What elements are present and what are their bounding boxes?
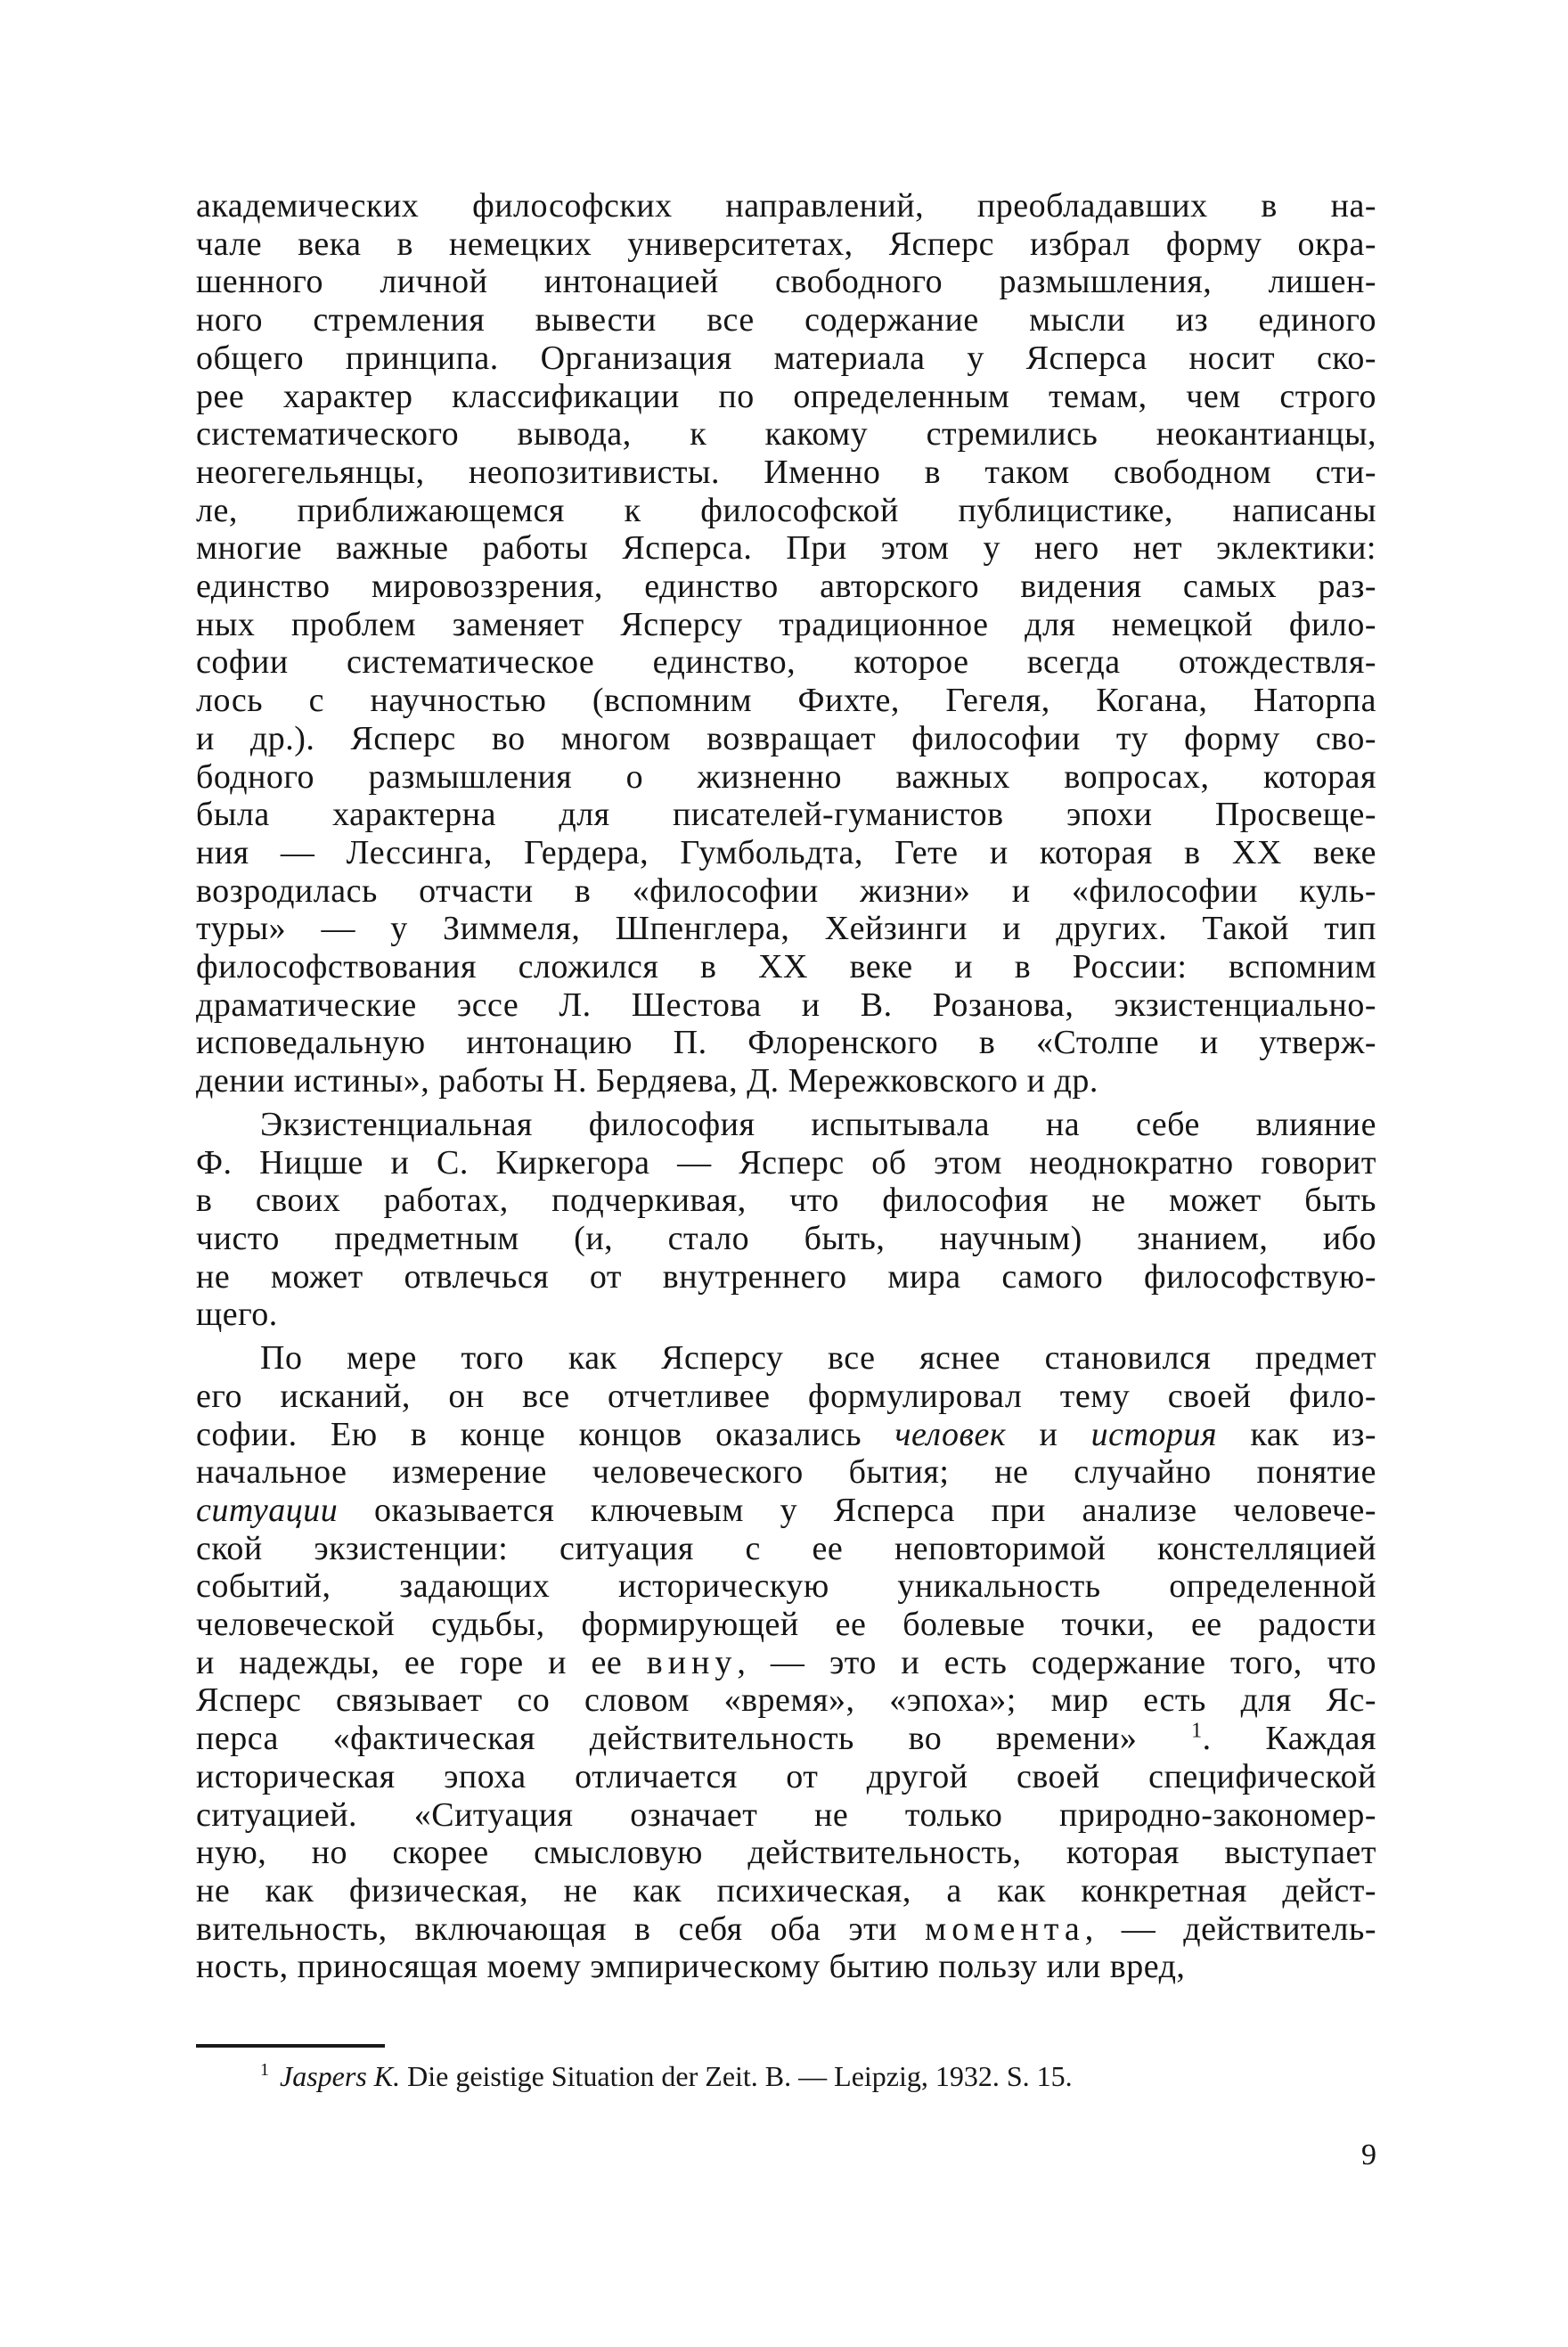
text-line [196, 682, 1376, 720]
text-run: в своих работах, подчеркивая, что философия не может быть [196, 1182, 1376, 1220]
footnote-author: Jaspers K. [280, 2060, 401, 2092]
text-run: не как физическая, не как психическая, а как конкретная дейст- [196, 1871, 1376, 1909]
text-run: дении истины», работы Н. Бердяева, Д. Мережковского и др. [196, 1062, 1098, 1100]
text-run: была характерна для писателей-гуманистов эпохи Просвеще- [196, 796, 1376, 834]
text-line [196, 1720, 1376, 1758]
text-line [196, 1681, 1376, 1720]
text-line [196, 1910, 1376, 1949]
text-run: систематического вывода, к какому стремились неокантианцы, [196, 415, 1376, 454]
text-run: не может отвлечься от внутреннего мира самого философствую- [196, 1257, 1376, 1296]
text-line [196, 301, 1376, 339]
text-line [196, 1758, 1376, 1796]
text-run: По мере того как Ясперсу все яснее становился предмет [260, 1339, 1376, 1378]
text-run: софии. Ею в конце концов оказались [196, 1415, 895, 1453]
text-line [196, 415, 1376, 454]
text-line [196, 720, 1376, 758]
book-page [196, 187, 1376, 2308]
text-line [196, 1258, 1376, 1296]
text-run: ных проблем заменяет Ясперсу традиционное для немецкой фило- [196, 605, 1376, 643]
paragraph [196, 1106, 1376, 1334]
text-line [196, 1644, 1376, 1682]
text-line [196, 339, 1376, 378]
text-line [196, 1948, 1376, 1986]
text-line [196, 454, 1376, 492]
text-run: ного стремления вывести все содержание мысли из единого [196, 301, 1376, 339]
text-run: как из- [1217, 1415, 1376, 1453]
text-line [196, 1182, 1376, 1220]
text-run: ле, приближающемся к философской публицистике, написаны [196, 491, 1376, 529]
text-line [196, 872, 1376, 911]
text-run: , — действитель- [1084, 1909, 1376, 1948]
text-run: . Каждая [1202, 1720, 1376, 1758]
text-line [196, 1144, 1376, 1182]
text-line [196, 492, 1376, 530]
text-run: бодного размышления о жизненно важных вопросах, которая [196, 757, 1376, 796]
text-run: Экзистенциальная философия испытывала на себе влияние [260, 1105, 1376, 1143]
footnote-number: 1 [260, 2060, 269, 2081]
text-run: философствования сложился в XX веке и в России: вспомним [196, 948, 1376, 986]
text-run: ность, приносящая моему эмпирическому бытию пользу или вред, [196, 1948, 1186, 1986]
text-line [196, 263, 1376, 301]
text-line [196, 568, 1376, 606]
text-run: лось с научностью (вспомним Фихте, Гегеля, Когана, Наторпа [196, 682, 1376, 720]
text-run: начальное измерение человеческого бытия; не случайно понятие [196, 1453, 1376, 1492]
text-run: софии систематическое единство, которое всегда отождествля- [196, 643, 1376, 682]
text-line [196, 1567, 1376, 1606]
text-line [196, 187, 1376, 225]
text-run: вительность, включающая в себя оба эти [196, 1909, 926, 1948]
text-line [196, 1378, 1376, 1416]
text-run: ской экзистенции: ситуация с ее неповторимой констелляцией [196, 1529, 1376, 1567]
text-run: многие важные работы Ясперса. При этом у него нет эклектики: [196, 529, 1376, 568]
text-line [196, 1834, 1376, 1872]
text-run: человеческой судьбы, формирующей ее болевые точки, ее радости [196, 1606, 1376, 1644]
text-run: туры» — у Зиммеля, Шпенглера, Хейзинги и других. Такой тип [196, 910, 1376, 948]
text-line [196, 1220, 1376, 1258]
text-line [196, 606, 1376, 644]
text-run: единство мировоззрения, единство авторского видения самых раз- [196, 568, 1376, 606]
text-run: его исканий, он все отчетливее формулировал тему своей фило- [196, 1377, 1376, 1415]
text-line [196, 1296, 1376, 1334]
text-line [196, 529, 1376, 568]
text-line [196, 1530, 1376, 1568]
text-run: перса «фактическая действительность во времени» [196, 1720, 1192, 1758]
text-line [196, 796, 1376, 834]
text-run: оказывается ключевым у Ясперса при анализе человече- [338, 1491, 1376, 1529]
text-line [196, 1339, 1376, 1378]
text-run: чале века в немецких университетах, Ясперс избрал форму окра- [196, 225, 1376, 263]
text-line [196, 1796, 1376, 1835]
paragraph [196, 187, 1376, 1100]
footnote-separator [196, 2044, 385, 2048]
footnote-text: Die geistige Situation der Zeit. B. — Leipzig, 1932. S. 15. [400, 2060, 1073, 2092]
text-line [196, 758, 1376, 797]
text-line [196, 1492, 1376, 1530]
text-line [196, 1106, 1376, 1144]
text-run: историческая эпоха отличается от другой своей специфической [196, 1757, 1376, 1795]
text-run: , — это и есть содержание того, что [737, 1643, 1376, 1681]
text-line [196, 643, 1376, 682]
text-run: академических философских направлений, преобладавших в на- [196, 187, 1376, 225]
text-run: и [1006, 1415, 1091, 1453]
text-run: Ф. Ницше и С. Киркегора — Ясперс об этом неоднократно говорит [196, 1143, 1376, 1182]
text-run: чисто предметным (и, стало быть, научным) знанием, ибо [196, 1219, 1376, 1257]
text-line [196, 1024, 1376, 1062]
text-line [196, 834, 1376, 872]
text-run: ния — Лессинга, Гердера, Гумбольдта, Гете и которая в XX веке [196, 833, 1376, 871]
text-line [196, 1606, 1376, 1644]
text-run: и др.). Ясперс во многом возвращает философии ту форму сво- [196, 719, 1376, 757]
text-run: общего принципа. Организация материала у Ясперса носит ско- [196, 339, 1376, 377]
text-line [196, 986, 1376, 1025]
text-run: щего. [196, 1296, 278, 1334]
text-line [196, 948, 1376, 986]
text-run: ную, но скорее смысловую действительность, которая выступает [196, 1834, 1376, 1872]
text-run: рее характер классификации по определенным темам, чем строго [196, 377, 1376, 415]
text-run: Ясперс связывает со словом «время», «эпоха»; мир есть для Яс- [196, 1681, 1376, 1720]
paragraph [196, 1339, 1376, 1986]
italic-term: человек [894, 1415, 1007, 1453]
text-run: возродилась отчасти в «философии жизни» и «философии куль- [196, 871, 1376, 910]
text-line [196, 910, 1376, 948]
text-run: и надежды, ее горе и ее [196, 1643, 647, 1681]
text-run: ситуацией. «Ситуация означает не только природно-закономер- [196, 1795, 1376, 1834]
footnote-reference: 1 [1191, 1719, 1203, 1743]
text-line [196, 1062, 1376, 1100]
text-run: событий, задающих историческую уникальность определенной [196, 1567, 1376, 1606]
main-text [196, 187, 1376, 1986]
spaced-emphasis: момента [925, 1909, 1085, 1948]
text-line [196, 225, 1376, 264]
italic-term: ситуации [196, 1491, 339, 1529]
text-line [196, 1872, 1376, 1910]
text-line [196, 378, 1376, 416]
text-line [196, 1453, 1376, 1492]
italic-term: история [1090, 1415, 1218, 1453]
text-line [196, 1416, 1376, 1454]
spaced-emphasis: вину [646, 1643, 738, 1681]
page-number: 9 [1361, 2138, 1376, 2171]
footnote [260, 2058, 1073, 2094]
text-run: шенного личной интонацией свободного размышления, лишен- [196, 263, 1376, 301]
text-run: драматические эссе Л. Шестова и В. Розанова, экзистенциально- [196, 985, 1376, 1024]
text-run: исповедальную интонацию П. Флоренского в «Столпе и утверж- [196, 1024, 1376, 1062]
text-run: неогегельянцы, неопозитивисты. Именно в таком свободном сти- [196, 453, 1376, 491]
